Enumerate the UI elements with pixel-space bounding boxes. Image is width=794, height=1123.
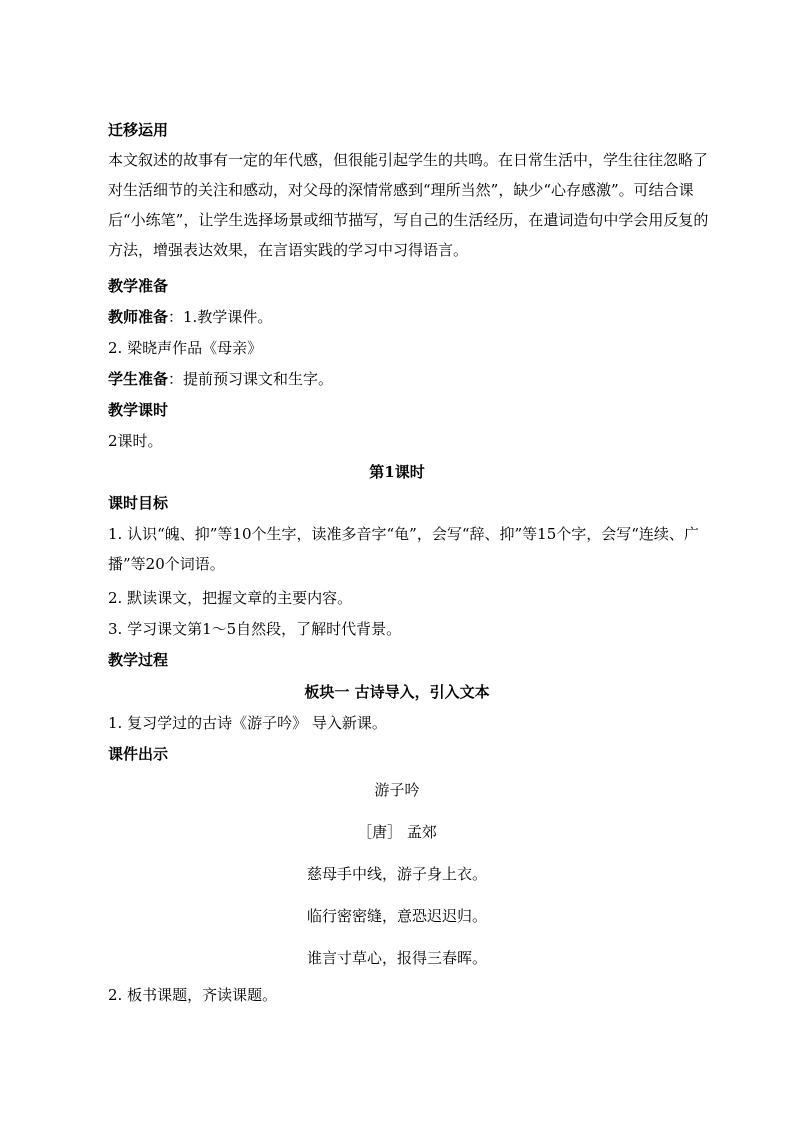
step-1: 1. 复习学过的古诗《游子吟》 导入新课。 (108, 714, 387, 732)
teacher-prep (108, 307, 272, 327)
transfer-paragraph (108, 145, 718, 265)
courseware-label: 课件出示 (108, 745, 169, 763)
teacher-prep-label: 教师准备 (108, 308, 169, 326)
lesson-title: 第1课时 (369, 463, 425, 481)
step-2: 2. 板书课题，齐读课题。 (108, 986, 278, 1004)
goal-3: 3. 学习课文第1～5自然段，了解时代背景。 (108, 620, 402, 638)
poem-title: 游子吟 (374, 781, 420, 799)
student-prep-label: 学生准备 (108, 370, 169, 388)
prep-heading: 教学准备 (108, 277, 169, 295)
goal-1: 1. 认识“魄、抑”等10个生字，读准多音字“龟”，会写“辞、抑”等15个字，会写“连续、广播”等20个词语。 (108, 525, 699, 573)
goal-2: 2. 默读课文，把握文章的主要内容。 (108, 589, 353, 607)
hours-heading: 教学课时 (108, 401, 169, 419)
student-prep-text: ：提前预习课文和生字。 (168, 370, 334, 388)
transfer-paragraph-text: 本文叙述的故事有一定的年代感，但很能引起学生的共鸣。在日常生活中，学生往往忽略了对生活细节的关注和感动，对父母的深情常感到“理所当然”，缺少“心存感激”。可结合课后“小练笔”，让学生选择场景或细节描写，写自己的生活经历，在遣词造句中学会用反复的方法，增强表达效果，在言语实践的学习中习得语言。 (108, 151, 709, 259)
block-title: 板块一 古诗导入，引入文本 (304, 683, 490, 701)
hours-text: 2课时。 (108, 432, 163, 450)
process-heading: 教学过程 (108, 651, 169, 669)
goals-heading: 课时目标 (108, 494, 169, 512)
poem-line-3: 谁言寸草心，报得三春晖。 (306, 949, 487, 967)
poem-line-2: 临行密密缝，意恐迟迟归。 (306, 907, 487, 925)
teacher-prep-text: ：1.教学课件。 (168, 308, 273, 326)
student-prep (108, 369, 333, 389)
poem-line-1: 慈母手中线，游子身上衣。 (306, 865, 487, 883)
teacher-prep-item-2: 2. 梁晓声作品《母亲》 (108, 339, 263, 357)
poem-author: ［唐］ 孟郊 (357, 823, 437, 841)
transfer-heading: 迁移运用 (108, 121, 169, 139)
